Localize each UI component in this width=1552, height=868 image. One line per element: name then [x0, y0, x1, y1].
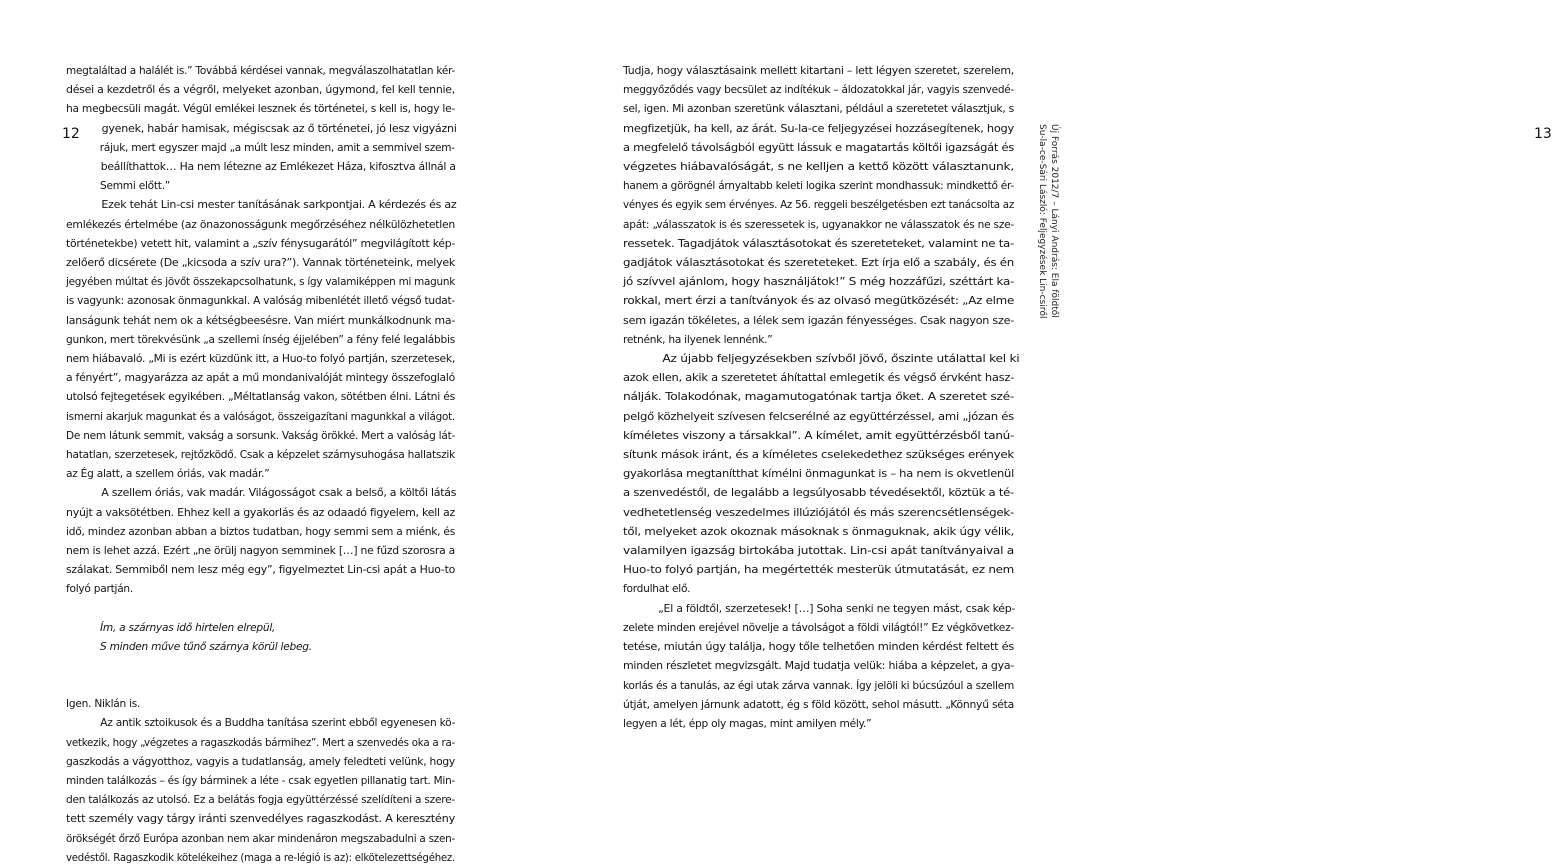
- text-line: sel, igen. Mi azonban szeretünk választani, például a szeretetet választjuk, s: [623, 103, 1014, 116]
- text-line: retnénk, ha ilyenek lennénk.”: [623, 333, 773, 346]
- text-line: ha megbecsüli magát. Végül emlékei lesznek és történetei, s kell is, hogy le-: [66, 103, 456, 116]
- text-line: azok ellen, akik a szeretetet áhítattal emlegetik és végső érvként hasz-: [623, 372, 1014, 385]
- text-line: A szellem óriás, vak madár. Világosságot csak a belső, a költői látás: [101, 487, 457, 500]
- text-line: utolsó fejtegetések egyikében. „Méltatlanság vakon, sötétben élni. Látni és: [66, 391, 456, 404]
- text-line: gunkon, mert törekvésünk „a szellemi ínség éjjelében” a fény felé legalábbis: [66, 333, 455, 346]
- text-line: hatatlan, szerzetesek, rejtőzködő. Csak a képzelet szárnysuhogása hallatszik: [66, 449, 456, 462]
- text-line: Az újabb feljegyzésekben szívből jövő, őszinte utálattal kel ki: [662, 353, 1020, 366]
- text-line: tett személy vagy tárgy iránti szenvedélyes ragaszkodást. A keresztény: [66, 813, 456, 826]
- text-line: gadjátok választásotokat és szereteteket. Ezt írja elő a szabály, és én: [623, 257, 1014, 270]
- text-line: minden találkozás – és így bárminek a léte - csak egyetlen pillanatig tart. Min-: [66, 774, 455, 787]
- blank-line: [66, 600, 455, 619]
- text-line: nálják. Tolakodónak, magamutogatónak tartja őket. A szeretet szé-: [623, 391, 1014, 404]
- running-header-line-1: Új Forrás 2012/7 – Lányi András: Ela földtől: [1049, 124, 1059, 318]
- text-line: rájuk, mert egyszer majd „a múlt lesz minden, amit a semmivel szem-: [99, 141, 455, 154]
- text-line: a megfelelő távolságból együtt lássuk e magatartás költői igazságát és: [623, 141, 1014, 154]
- running-header-vertical: [1032, 124, 1078, 394]
- text-line: jegyében múltat és jövőt összekapcsolhatunk, s így valamiképpen mi magunk: [66, 276, 456, 289]
- text-line: meggyőződés vagy becsület az indítékuk – áldozatokkal jár, vagyis szenvedé-: [623, 84, 1014, 97]
- text-line: kíméletes viszony a társakkal”. A kímélet, amit együttérzésből tanú-: [623, 429, 1014, 442]
- text-line: vedéstől. Ragaszkodik kötelékeihez (maga a re-légió is az): elkötelezettségéhez.: [66, 851, 455, 864]
- text-line: fordulhat elő.: [623, 583, 691, 596]
- page-number-left: 12: [62, 126, 80, 142]
- text-line: dései a kezdetről és a végről, melyeket azonban, úgymond, fel kell tennie,: [66, 84, 455, 97]
- text-line: zelőerő dicsérete (De „kicsoda a szív ura?”). Vannak történeteink, melyek: [66, 257, 455, 270]
- text-line: legyen a lét, épp oly magas, mint amilyen mély.”: [623, 717, 872, 730]
- text-line: az Ég alatt, a szellem óriás, vak madár.”: [66, 468, 270, 481]
- text-line: idő, mindez azonban abban a biztos tudatban, hogy semmi sem a miénk, és: [66, 525, 456, 538]
- text-line: beállíthattok… Ha nem létezne az Emlékezet Háza, kifosztva állnál a: [100, 161, 456, 174]
- text-line: pelgő közhelyeit szívesen felcserélné az együttérzéssel, ami „józan és: [623, 410, 1014, 423]
- text-line: vényes és egyik sem érvényes. Az 56. reggeli beszélgetésben ezt tanácsolta az: [623, 199, 1015, 212]
- text-line: emlékezés értelmébe (az önazonosságunk megőrzéséhez nélkülözhetetlen: [66, 218, 455, 231]
- text-line: ismerni akarjuk magunkat és a valóságot, összeigazítani magunkkal a világot.: [66, 410, 456, 423]
- text-line: Semmi előtt.”: [100, 180, 171, 193]
- text-line: Igen. Niklán is.: [66, 698, 141, 711]
- text-line: gyenek, habár hamisak, mégiscsak az ő történetei, jó lesz vigyázni: [101, 122, 457, 135]
- text-line: Az antik sztoikusok és a Buddha tanítása szerint ebből egyenesen kö-: [100, 717, 456, 730]
- text-line: sítunk mások iránt, és a kíméletes cselekedethez szükséges erények: [623, 449, 1014, 462]
- page-number-right: 13: [1534, 126, 1552, 142]
- text-line: gaszkodás a vágyotthoz, vagyis a tudatlanság, amely feledteti velünk, hogy: [66, 755, 455, 768]
- text-line: hanem a görögnél árnyaltabb keleti logika szerint mondhassuk: mindkettő ér-: [623, 180, 1014, 193]
- text-line: De nem látunk semmit, vakság a sorsunk. Vakság örökké. Mert a valóság lát-: [66, 429, 456, 442]
- text-line: „El a földtől, szerzetesek! […] Soha senki ne tegyen mást, csak kép-: [658, 602, 1016, 615]
- text-line: történetekbe) vetett hit, valamint a „szív fénysugarától” megvilágított kép-: [66, 237, 455, 250]
- text-line: folyó partján.: [66, 583, 134, 596]
- text-line: rokkal, mert érzi a tanítványok és az olvasó megütközését: „Az elme: [623, 295, 1015, 308]
- text-line: szálakat. Semmiből nem lesz még egy”, figyelmeztet Lin-csi apát a Huo-to: [66, 564, 456, 577]
- text-line: tetése, miután úgy találja, hogy tőle telhetően minden kérdést feltett és: [623, 641, 1014, 654]
- text-line: örökségét őrző Európa azonban nem akar mindenáron megszabadulni a szen-: [66, 832, 456, 845]
- text-line: nem is lehet azzá. Ezért „ne örülj nagyon semminek […] ne fűzd szorosra a: [66, 545, 456, 558]
- text-line: is vagyunk: azonosak önmagunkkal. A valóság mibenlétét illető végső tudat-: [66, 295, 456, 308]
- text-line: sem igazán tökéletes, a lélek sem igazán fényességes. Csak nagyon sze-: [623, 314, 1014, 327]
- text-line: útját, amelyen járnunk adatott, ég s föld között, sehol másutt. „Könnyű séta: [623, 698, 1015, 711]
- text-line: ressetek. Tagadjátok választásotokat és szereteteket, valamint ne ta-: [623, 237, 1014, 250]
- text-line: gyakorlása megtanítthat kímélni önmagunkat is – ha nem is okvetlenül: [623, 468, 1015, 481]
- text-line: végzetes hiábavalóságát, s ne kelljen a kettő között választanunk,: [623, 161, 1014, 174]
- text-line: Huo-to folyó partján, ha megértették mesterük útmutatását, ez nem: [623, 564, 1014, 577]
- poem-line: S minden műve tűnő szárnya körül lebeg.: [100, 640, 312, 653]
- right-text-column: [623, 62, 1020, 734]
- text-line: zelete minden erejével növelje a távolságot a földi világtól!” Ez végkövetkez-: [623, 621, 1014, 634]
- text-line: a fényért”, magyarázza az apát a mű mondanivalóját mintegy összefoglaló: [66, 372, 456, 385]
- text-line: megtaláltad a halálét is.” Továbbá kérdései vannak, megválaszolhatatlan kér-: [66, 65, 456, 77]
- text-line: valamilyen igazság birtokába jutottak. Lin-csi apát tanítványaival a: [623, 545, 1014, 558]
- text-line: jó szívvel ajánlom, hogy használjátok!” S még hozzáfűzi, széttárt ka-: [623, 276, 1015, 289]
- text-line: Tudja, hogy választásaink mellett kitartani – lett légyen szeretet, szerelem,: [623, 65, 1014, 77]
- text-line: den találkozás az utolsó. Ez a belátás fogja együttérzéssé szelídíteni a szere-: [66, 794, 456, 807]
- text-line: a szenvedéstől, de legalább a legsúlyosabb tévedésektől, köztük a té-: [623, 487, 1015, 500]
- text-line: lanságunk tehát nem ok a kétségbeesésre. Van miért munkálkodnunk ma-: [66, 314, 456, 327]
- text-line: nyújt a vaksötétben. Ehhez kell a gyakorlás és az odaadó figyelem, kell az: [66, 506, 456, 519]
- text-line: apát: „válasszatok is és szeressetek is, ugyanakkor ne válasszatok és ne sze-: [623, 218, 1014, 231]
- running-header-line-2: Su-la-ce-Sári László: Feljegyzések Lin-csiről: [1037, 124, 1047, 319]
- text-line: től, melyeket azok okoznak másoknak s önmaguknak, akik úgy vélik,: [623, 525, 1015, 538]
- text-line: megfizetjük, ha kell, az árát. Su-la-ce feljegyzései hozzásegítenek, hogy: [623, 122, 1014, 135]
- text-line: vetkezik, hogy „végzetes a ragaszkodás bármihez”. Mert a szenvedés oka a ra-: [66, 736, 455, 749]
- text-line: nem hiábavaló. „Mi is ezért küzdünk itt, a Huo-to folyó partján, szerzetesek,: [66, 353, 456, 366]
- poem-line: Ím, a szárnyas idő hirtelen elrepül,: [100, 621, 276, 634]
- blank-line: [66, 676, 455, 695]
- text-line: minden részletet megvizsgált. Majd tudatja velük: hiába a képzelet, a gya-: [623, 660, 1015, 673]
- text-line: vedhetetlenség veszedelmes illúziójától és más szerencsétlenségek-: [623, 506, 1015, 519]
- text-line: Ezek tehát Lin-csi mester tanításának sarkpontjai. A kérdezés és az: [101, 199, 457, 212]
- text-line: korlás és a tanulás, az égi utak zárva vannak. Így jelöli ki búcsúzóul a szellem: [623, 679, 1014, 692]
- blank-line: [66, 657, 455, 676]
- left-text-column: [66, 62, 455, 868]
